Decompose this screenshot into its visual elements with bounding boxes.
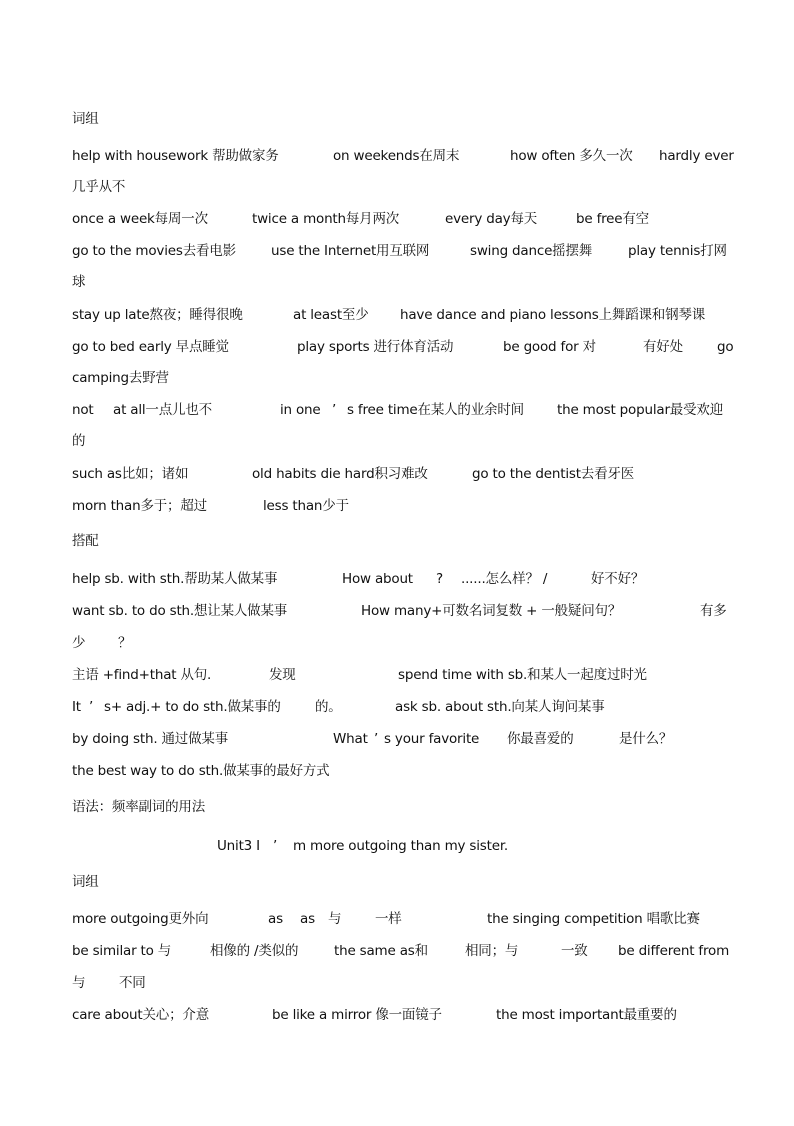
collocation: How many+可数名词复数 + 一般疑问句？ [361, 603, 622, 619]
phrase: the singing competition 唱歌比赛 [487, 911, 700, 927]
collocation: ？ [118, 635, 132, 651]
phrase: 与 [72, 975, 86, 991]
section-heading-phrases: 词组 [72, 111, 99, 127]
phrase: the most important最重要的 [496, 1007, 677, 1023]
phrase: 几乎从不 [72, 179, 126, 195]
phrase: play sports 进行体育活动 [297, 339, 454, 355]
phrase: be free有空 [576, 211, 649, 227]
collocation: 主语 +find+that 从句. [72, 667, 212, 683]
phrase: be like a mirror 像一面镜子 [272, 1007, 442, 1023]
collocation: the best way to do sth.做某事的最好方式 [72, 763, 330, 779]
phrase: 相同；与 [465, 943, 519, 959]
apostrophe: ’ [374, 731, 379, 747]
collocation: 好不好？ [591, 571, 645, 587]
phrase: be good for 对 [503, 339, 596, 355]
phrase: twice a month每月两次 [252, 211, 400, 227]
collocation: What [333, 731, 368, 747]
phrase: be different from [618, 943, 730, 959]
phrase: every day每天 [445, 211, 538, 227]
section-heading-collocations: 搭配 [72, 533, 99, 549]
section-heading-phrases-unit3: 词组 [72, 874, 99, 890]
phrase: morn than多于；超过 [72, 498, 207, 514]
collocation: 你最喜爱的 [507, 731, 574, 747]
collocation: 是什么？ [619, 731, 673, 747]
phrase: the most popular最受欢迎 [557, 402, 724, 418]
phrase: help with housework 帮助做家务 [72, 148, 279, 164]
phrase: go to bed early 早点睡觉 [72, 339, 229, 355]
collocation: It [72, 699, 81, 715]
unit-title-prefix: Unit3 I [217, 838, 260, 854]
phrase: on weekends在周末 [333, 148, 460, 164]
phrase: at all一点儿也不 [113, 402, 212, 418]
phrase: 一样 [375, 911, 402, 927]
phrase: hardly ever [659, 148, 734, 164]
phrase: 不同 [119, 975, 146, 991]
phrase: go to the movies去看电影 [72, 243, 236, 259]
phrase: stay up late熬夜；睡得很晚 [72, 307, 243, 323]
grammar-note: 语法：频率副词的用法 [72, 799, 205, 815]
phrase: use the Internet用互联网 [271, 243, 430, 259]
phrase: have dance and piano lessons上舞蹈课和钢琴课 [400, 307, 705, 323]
phrase: s free time在某人的业余时间 [347, 402, 524, 418]
collocation: help sb. with sth.帮助某人做某事 [72, 571, 278, 587]
phrase: old habits die hard积习难改 [252, 466, 428, 482]
phrase: as [268, 911, 283, 927]
phrase: play tennis打网 [628, 243, 727, 259]
phrase: 有好处 [643, 339, 683, 355]
apostrophe: ’ [273, 838, 278, 854]
phrase: 与 [328, 911, 342, 927]
collocation: ask sb. about sth.向某人询问某事 [395, 699, 605, 715]
phrase: 球 [72, 274, 86, 290]
collocation: ......怎么样？ / [461, 571, 548, 587]
collocation: spend time with sb.和某人一起度过时光 [398, 667, 647, 683]
phrase: more outgoing更外向 [72, 911, 209, 927]
phrase: 一致 [561, 943, 588, 959]
phrase: less than少于 [263, 498, 349, 514]
collocation: s+ adj.+ to do sth.做某事的 [104, 699, 281, 715]
phrase: the same as和 [334, 943, 428, 959]
phrase: swing dance摇摆舞 [470, 243, 593, 259]
phrase: in one [280, 402, 321, 418]
collocation: How about [342, 571, 413, 587]
collocation: by doing sth. 通过做某事 [72, 731, 229, 747]
phrase: once a week每周一次 [72, 211, 208, 227]
collocation: 有多 [700, 603, 727, 619]
unit-title-rest: m more outgoing than my sister. [293, 838, 509, 854]
phrase: 的 [72, 433, 86, 449]
phrase: how often 多久一次 [510, 148, 633, 164]
collocation: 的。 [315, 699, 342, 715]
collocation: 发现 [269, 667, 296, 683]
phrase: care about关心；介意 [72, 1007, 209, 1023]
apostrophe: ’ [89, 699, 94, 715]
phrase: such as比如；诸如 [72, 466, 189, 482]
phrase: not [72, 402, 94, 418]
collocation: want sb. to do sth.想让某人做某事 [72, 603, 288, 619]
phrase: at least至少 [293, 307, 369, 323]
phrase: camping去野营 [72, 370, 169, 386]
apostrophe: ’ [332, 402, 337, 418]
phrase: 相像的 /类似的 [210, 943, 299, 959]
collocation: ? [436, 571, 443, 587]
collocation: 少 [72, 635, 86, 651]
phrase: go to the dentist去看牙医 [472, 466, 635, 482]
phrase: be similar to 与 [72, 943, 172, 959]
phrase: go [717, 339, 734, 355]
phrase: as [300, 911, 315, 927]
collocation: s your favorite [384, 731, 480, 747]
